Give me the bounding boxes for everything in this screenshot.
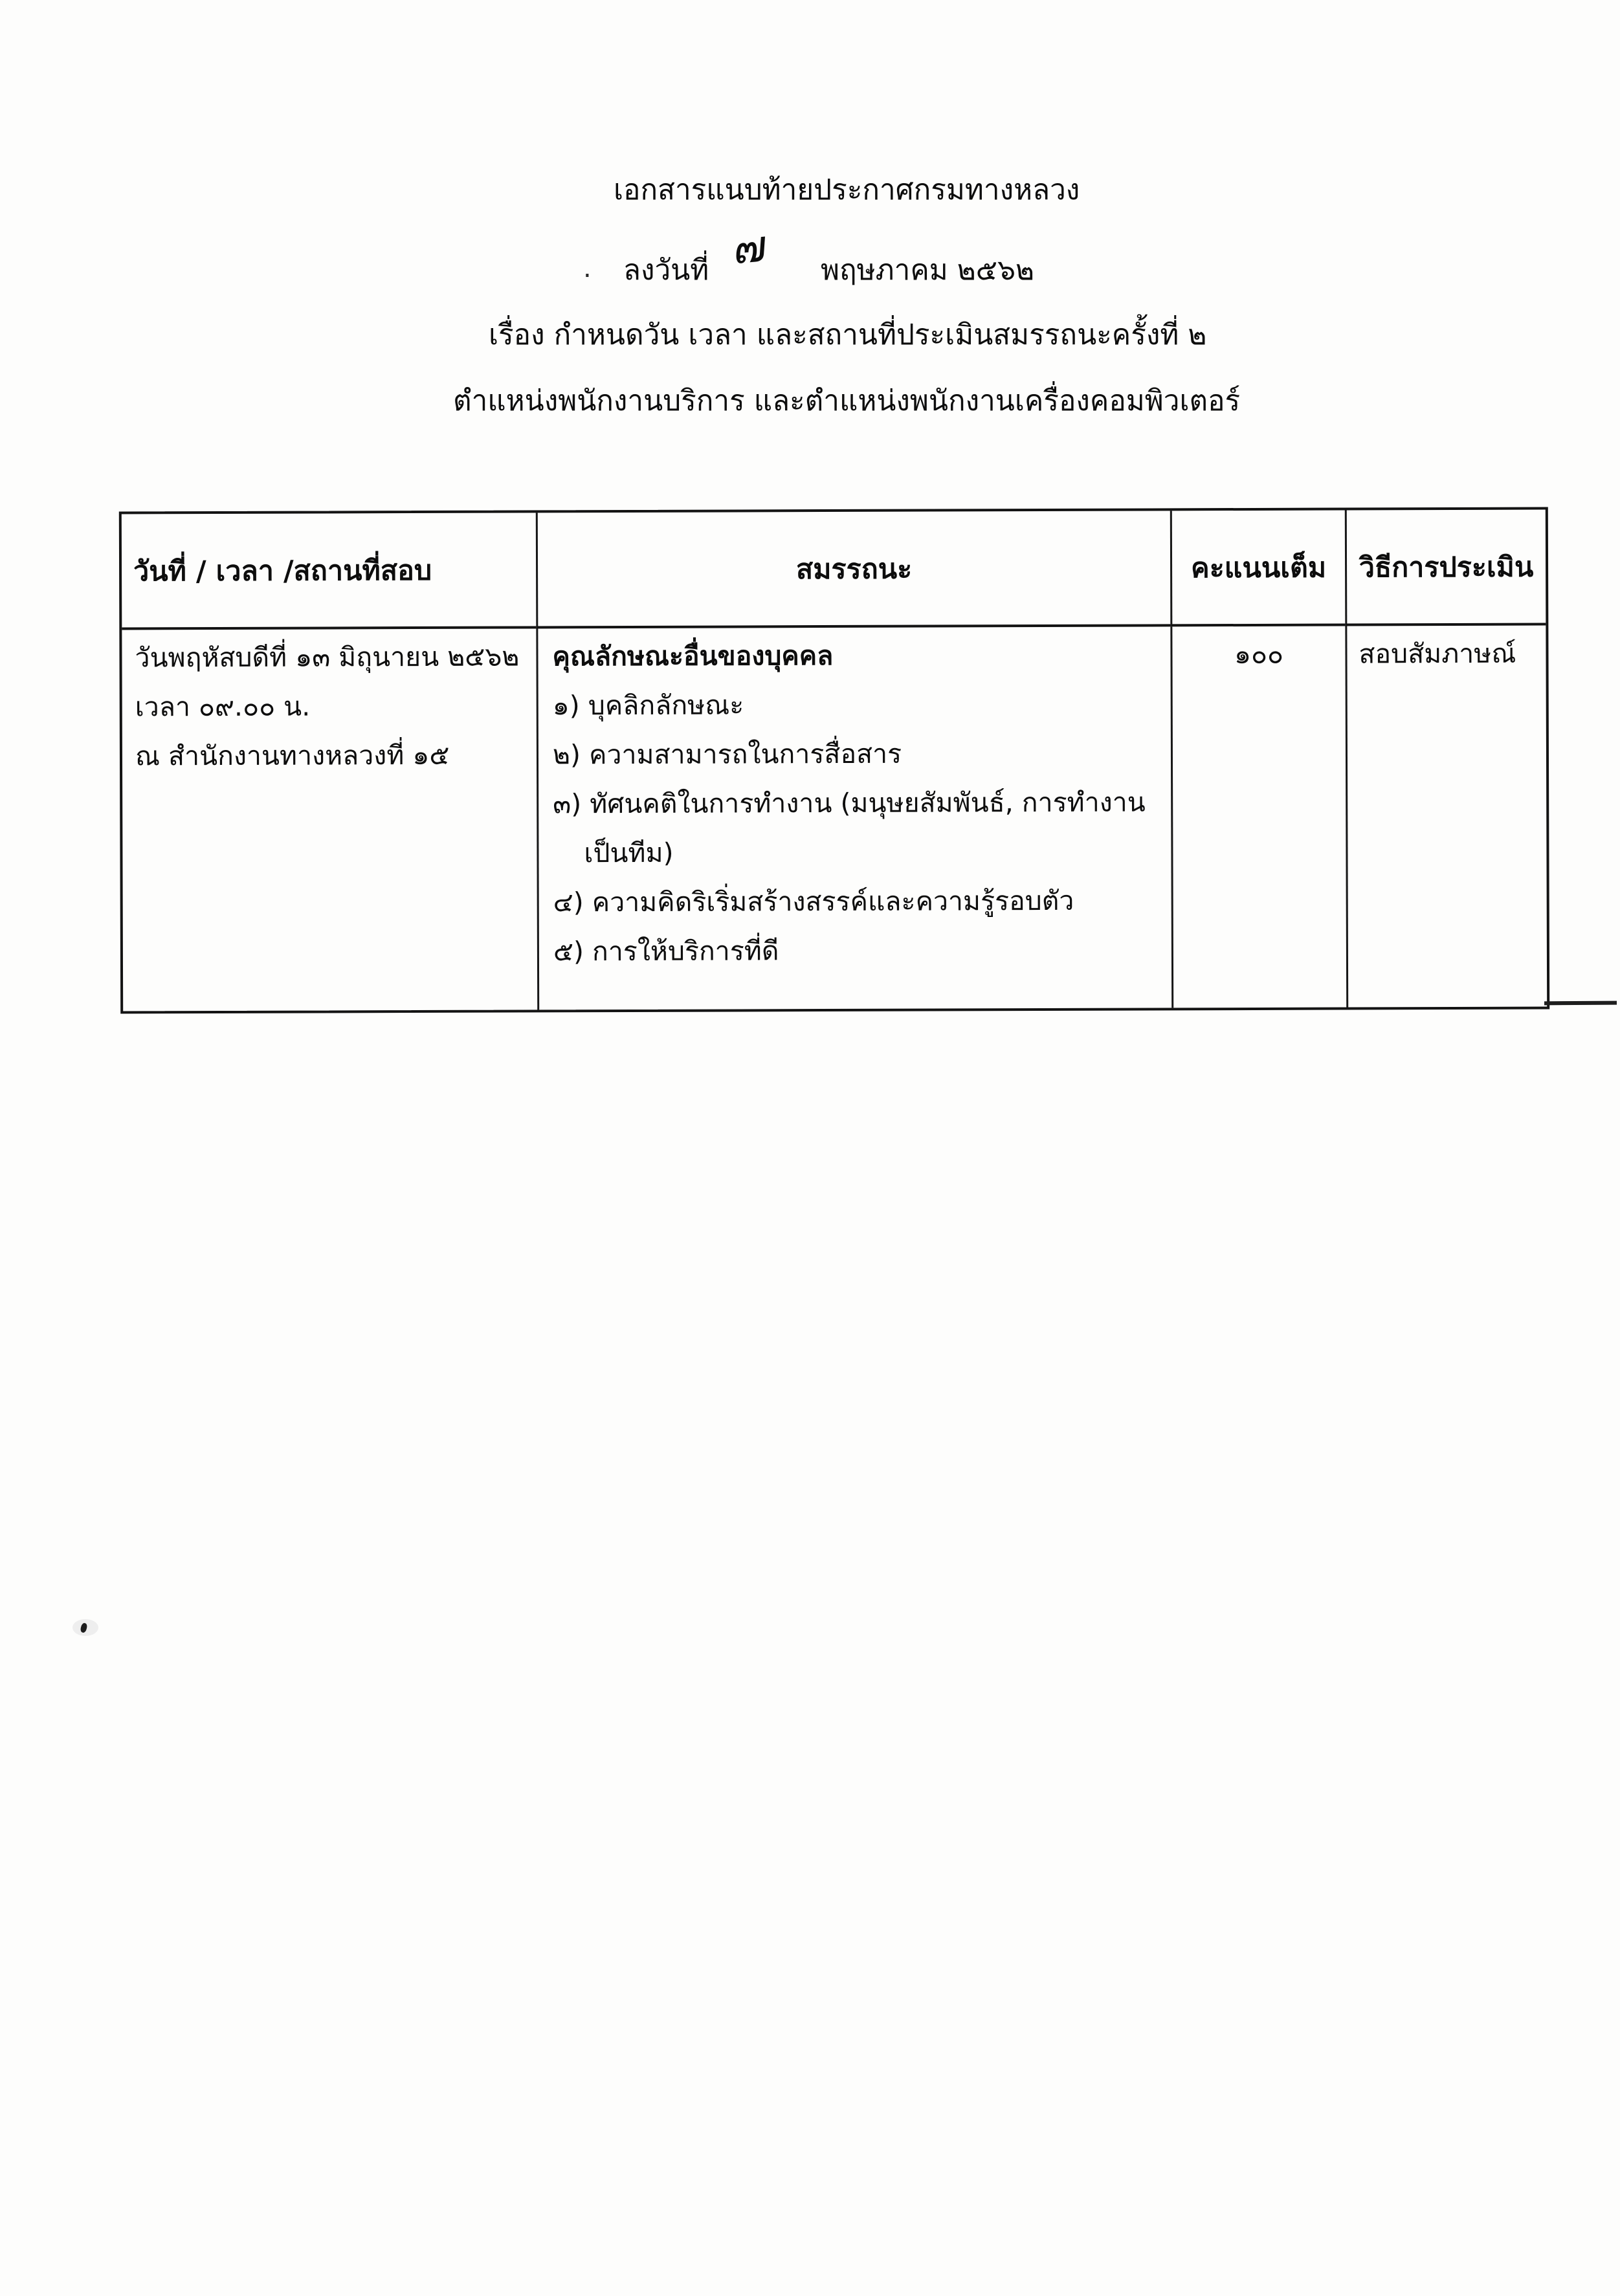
competency-item-5: ๕) การให้บริการที่ดี [553, 935, 779, 967]
stray-period-mark: . [583, 254, 592, 283]
column-header-date-time-place: วันที่ / เวลา /สถานที่สอบ [122, 513, 537, 630]
cell-schedule [122, 628, 537, 1011]
document-title: เอกสารแนบท้ายประกาศกรมทางหลวง [614, 173, 1080, 206]
competency-title: คุณลักษณะอื่นของบุคคล [552, 640, 834, 672]
positions-line: ตำแหน่งพนักงานบริการ และตำแหน่งพนักงานเครื่องคอมพิวเตอร์ [453, 384, 1241, 417]
scan-border-overhang [1544, 1001, 1617, 1006]
cell-competency [536, 626, 1171, 1010]
full-score-value: ๑๐๐ [1234, 638, 1284, 670]
cell-full-score [1170, 626, 1346, 1008]
column-header-full-score: คะแนนเต็ม [1170, 511, 1346, 627]
competency-item-2: ๒) ความสามารถในการสื่อสาร [552, 738, 902, 771]
date-label: ลงวันที่ [623, 254, 709, 287]
competency-item-1: ๑) บุคลิกลักษณะ [552, 689, 744, 722]
competency-item-3-wrap: เป็นทีม) [584, 837, 674, 869]
date-month-year: พฤษภาคม ๒๕๖๒ [821, 254, 1035, 287]
assessment-schedule-table [119, 507, 1549, 1014]
handwritten-day-numeral: ๗ [732, 220, 769, 275]
evaluation-method-value: สอบสัมภาษณ์ [1359, 637, 1516, 670]
schedule-place-line: ณ สำนักงานทางหลวงที่ ๑๕ [135, 739, 450, 772]
schedule-date-line: วันพฤหัสบดีที่ ๑๓ มิถุนายน ๒๕๖๒ [135, 641, 520, 674]
competency-item-4: ๔) ความคิดริเริ่มสร้างสรรค์และความรู้รอบตัว [553, 885, 1074, 918]
column-header-evaluation-method: วิธีการประเมิน [1345, 510, 1546, 626]
subject-line: เรื่อง กำหนดวัน เวลา และสถานที่ประเมินสมรรถนะครั้งที่ ๒ [489, 318, 1207, 351]
schedule-time-line: เวลา ๐๙.๐๐ น. [135, 690, 311, 723]
cell-evaluation-method [1345, 626, 1547, 1008]
competency-item-3: ๓) ทัศนคติในการทำงาน (มนุษยสัมพันธ์, การทำงาน [553, 786, 1146, 820]
column-header-competency: สมรรถนะ [536, 511, 1171, 628]
